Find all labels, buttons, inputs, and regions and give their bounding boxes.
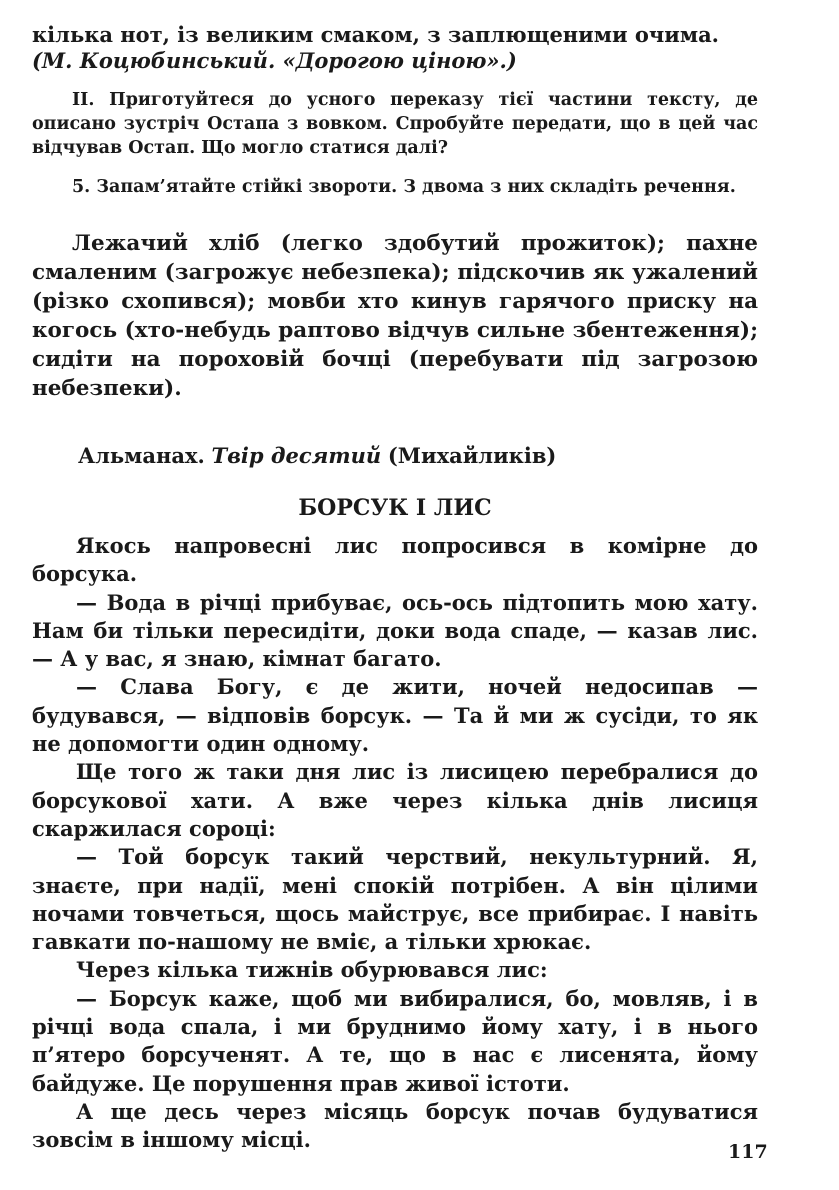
idioms-list: Лежачий хліб (легко здобутий прожиток); пахне смаленим (загрожує небезпека); підскочив як ужалений (різко схопився); мовби хто кинув гарячого приску на когось (хто-небудь раптово відчув сильне збентеження); сидіти на пороховій бочці (перебувати під загрозою небезпеки). [32, 231, 758, 401]
almanac-author: (Михайликів) [387, 443, 557, 468]
quote-last-line: кілька нот, із великим смаком, з заплющеними очима. [32, 22, 719, 47]
task-5: 5. Запам’ятайте стійкі звороти. З двома з них складіть речення. [72, 177, 736, 197]
story-paragraph: Ще того ж таки дня лис із лисицею перебралися до борсукової хати. А вже через кілька днів лисиця скаржилася сороці: [32, 759, 758, 841]
almanac-work: Твір десятий [211, 443, 382, 468]
story-paragraph: — Той борсук такий черствий, некультурний. Я, знаєте, при надії, мені спокій потрібен. А він цілими ночами товчеться, щось майструє, все прибирає. І навіть гавкати по-нашому не вміє, а тільки хрюкає. [32, 844, 758, 955]
almanac-heading [78, 442, 758, 470]
story-paragraph: Якось напровесні лис попросився в комірне до борсука. [32, 533, 758, 587]
story-body [32, 532, 758, 1155]
story-paragraph: — Слава Богу, є де жити, ночей недосипав — будувався, — відповів борсук. — Та й ми ж сусіди, то як не допомогти один одному. [32, 674, 758, 757]
quote-ending [32, 22, 758, 74]
almanac-label: Альманах. [78, 443, 205, 468]
story-paragraph: — Борсук каже, щоб ми вибиралися, бо, мовляв, і в річці вода спала, і ми бруднимо йому хату, і в нього п’ятеро борсученят. А те, що в нас є лисенята, йому байдуже. Це порушення прав живої істоти. [32, 985, 758, 1096]
task-2: II. Приготуйтеся до усного переказу тієї частини тексту, де описано зустріч Остапа з вовком. Спробуйте передати, що в цей час відчував Остап. Що могло статися далі? [32, 90, 758, 158]
page-number: 117 [728, 1141, 768, 1163]
story-paragraph: А ще десь через місяць борсук почав будуватися зовсім в іншому місці. [32, 1098, 758, 1153]
story-paragraph: — Вода в річці прибуває, ось-ось підтопить мою хату. Нам би тільки пересидіти, доки вода спаде, — казав лис. — А у вас, я знаю, кімнат багато. [32, 589, 758, 672]
story-paragraph: Через кілька тижнів обурювався лис: [76, 957, 548, 983]
quote-citation: (М. Коцюбинський. «Дорогою ціною».) [32, 48, 517, 73]
story-title: БОРСУК І ЛИС [298, 495, 492, 521]
